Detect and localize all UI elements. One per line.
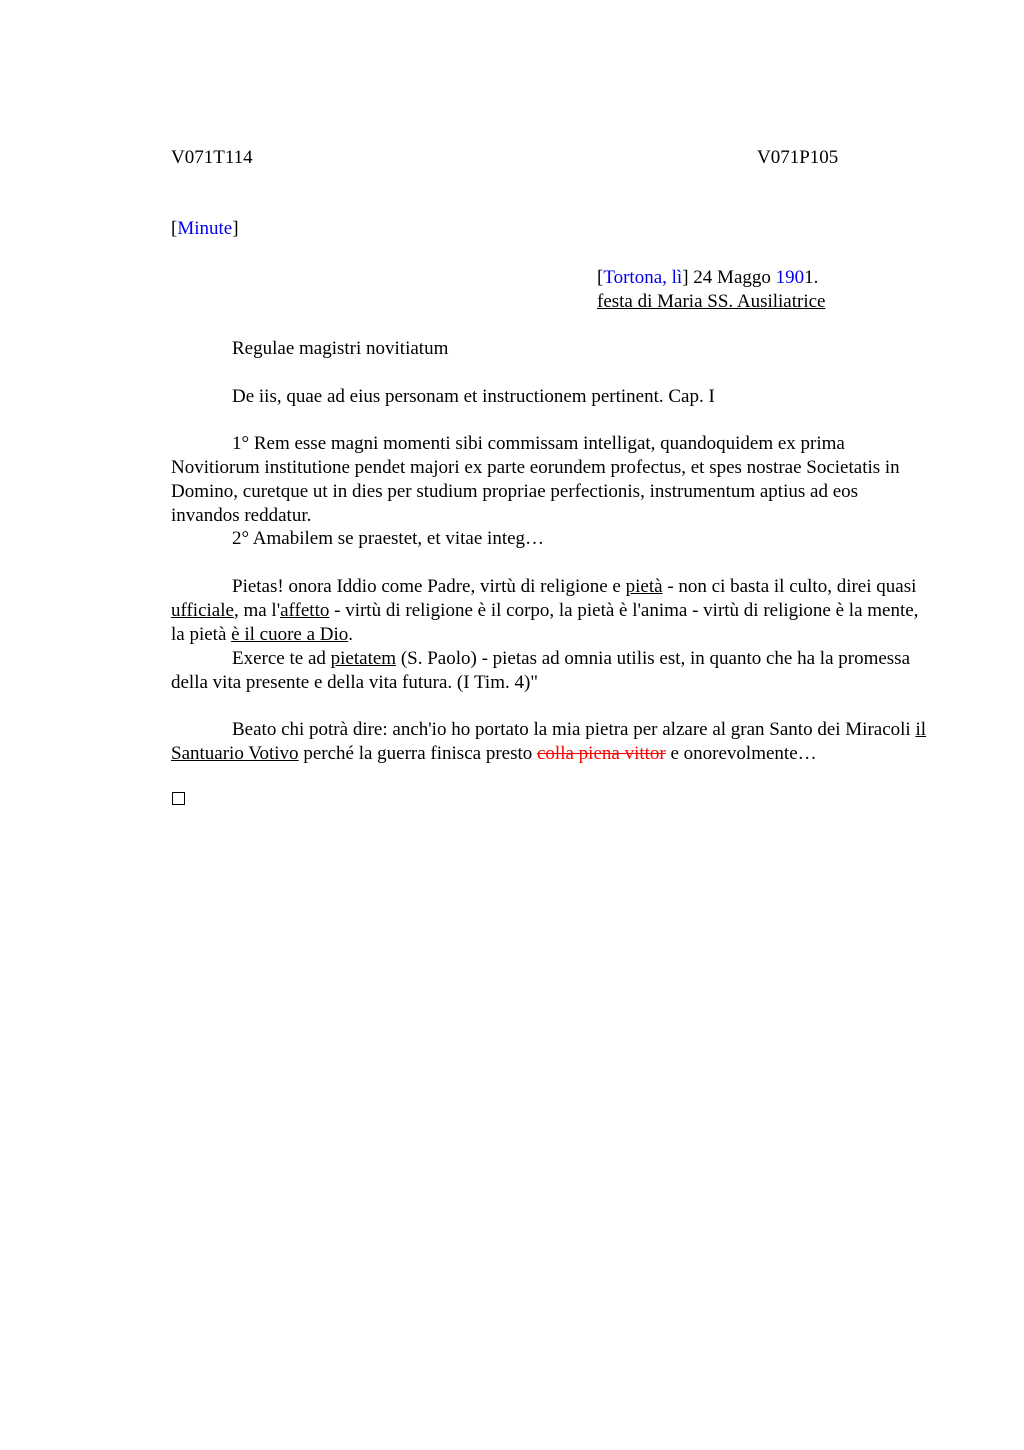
dateline-year-end: 1. — [804, 267, 819, 288]
bracket-open: [ — [597, 267, 604, 288]
text-run: - non ci basta il culto, direi quasi — [662, 576, 917, 597]
underlined-run: ufficiale — [171, 600, 234, 621]
text-run: , ma l' — [233, 600, 281, 621]
dateline-date: 24 Maggo — [688, 267, 776, 288]
bracket-close: ] — [682, 267, 689, 288]
struck-run: colla piena vittor — [537, 743, 666, 764]
rule-2: 2° Amabilem se praestet, et vitae integ… — [232, 528, 545, 549]
text-run: Exerce te ad — [232, 648, 331, 669]
dateline — [597, 266, 818, 290]
underlined-run: affetto — [280, 600, 330, 621]
document-title: Regulae magistri novitiatum — [232, 338, 449, 359]
underlined-run: pietatem — [330, 648, 397, 669]
header-right-code: V071P105 — [757, 147, 839, 168]
text-run: perché la guerra finisca presto — [298, 743, 537, 764]
bracket-close: ] — [232, 218, 239, 239]
chapter-heading: De iis, quae ad eius personam et instructionem pertinent. Cap. I — [232, 386, 715, 407]
dateline-place: Tortona, lì — [603, 267, 683, 288]
dateline-year-blue: 190 — [775, 267, 805, 288]
underlined-run: il Santuario Votivo — [171, 719, 927, 764]
underlined-run: pietà — [625, 576, 663, 597]
exerce-paragraph — [171, 647, 931, 695]
beato-paragraph — [171, 718, 931, 766]
underlined-run: è il cuore a Dio — [231, 624, 349, 645]
text-run: . — [348, 624, 354, 645]
dateline-feast: festa di Maria SS. Ausiliatrice — [597, 291, 826, 312]
rule-1: 1° Rem esse magni momenti sibi commissam intelligat, quandoquidem ex prima Novitiorum institutione pendet majori ex parte eorundem profectus, et spes nostrae Societatis in Domino, curetque ut in dies per studium propriae perfectionis, instrumentum aptius ad eos invandos reddatur. — [171, 433, 900, 526]
pietas-paragraph — [171, 575, 931, 647]
text-run: Beato chi potrà dire: anch'io ho portato la mia pietra per alzare al gran Santo dei Miracoli — [232, 719, 916, 740]
text-run: (S. Paolo) - pietas ad omnia utilis est, in quanto che ha la promessa della vita presente e della vita futura. (I Tim. 4)" — [171, 648, 911, 693]
bracket-open: [ — [171, 218, 178, 239]
minute-text: Minute — [177, 218, 233, 239]
text-run: - virtù di religione è il corpo, la pietà è l'anima - virtù di religione è la mente, la pietà — [171, 600, 919, 645]
text-run: Pietas! onora Iddio come Padre, virtù di religione e — [232, 576, 626, 597]
header-left-code: V071T114 — [171, 147, 253, 168]
text-run: e onorevolmente… — [665, 743, 817, 764]
minute-label — [171, 217, 239, 241]
checkbox-square-icon — [172, 792, 185, 805]
